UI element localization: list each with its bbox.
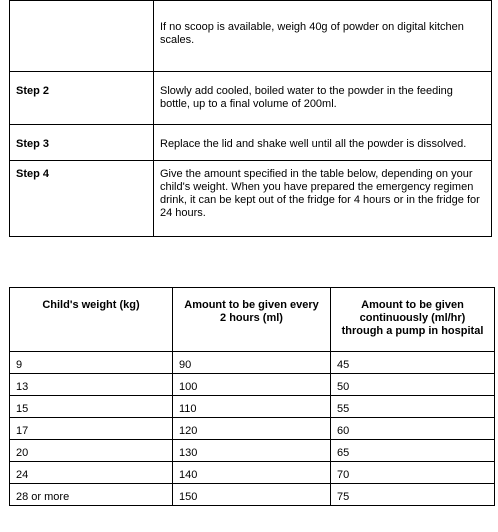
weight-cell: 17 (10, 418, 173, 440)
two-hourly-cell: 100 (173, 374, 331, 396)
table-row (10, 462, 495, 484)
step-row (10, 161, 492, 237)
two-hourly-cell: 140 (173, 462, 331, 484)
weight-cell: 15 (10, 396, 173, 418)
step-text: Give the amount specified in the table below, depending on your child's weight. When you have prepared the emergency regimen drink, it can be kept out of the fridge for 4 hours or in the fridge for 24 hours. (154, 161, 492, 237)
header-continuous: Amount to be given continuously (ml/hr) through a pump in hospital (331, 288, 495, 352)
table-row (10, 352, 495, 374)
continuous-cell: 60 (331, 418, 495, 440)
continuous-cell: 55 (331, 396, 495, 418)
weight-cell: 9 (10, 352, 173, 374)
continuous-cell: 65 (331, 440, 495, 462)
step-text: If no scoop is available, weigh 40g of powder on digital kitchen scales. (154, 1, 492, 72)
two-hourly-cell: 90 (173, 352, 331, 374)
table-row (10, 484, 495, 506)
two-hourly-cell: 110 (173, 396, 331, 418)
dosage-table (9, 287, 495, 506)
two-hourly-cell: 120 (173, 418, 331, 440)
step-row (10, 72, 492, 125)
continuous-cell: 75 (331, 484, 495, 506)
header-every-2-hours: Amount to be given every 2 hours (ml) (173, 288, 331, 352)
step-label: Step 2 (10, 72, 154, 125)
step-label (10, 1, 154, 72)
step-text: Replace the lid and shake well until all the powder is dissolved. (154, 125, 492, 161)
table-row (10, 440, 495, 462)
steps-table (9, 0, 492, 237)
weight-cell: 24 (10, 462, 173, 484)
two-hourly-cell: 130 (173, 440, 331, 462)
weight-cell: 13 (10, 374, 173, 396)
dosage-header-row (10, 288, 495, 352)
continuous-cell: 45 (331, 352, 495, 374)
table-row (10, 396, 495, 418)
weight-cell: 28 or more (10, 484, 173, 506)
header-weight: Child's weight (kg) (10, 288, 173, 352)
table-row (10, 418, 495, 440)
step-label: Step 4 (10, 161, 154, 237)
step-label: Step 3 (10, 125, 154, 161)
two-hourly-cell: 150 (173, 484, 331, 506)
continuous-cell: 50 (331, 374, 495, 396)
step-row (10, 125, 492, 161)
continuous-cell: 70 (331, 462, 495, 484)
weight-cell: 20 (10, 440, 173, 462)
step-text: Slowly add cooled, boiled water to the powder in the feeding bottle, up to a final volume of 200ml. (154, 72, 492, 125)
step-row (10, 1, 492, 72)
table-row (10, 374, 495, 396)
